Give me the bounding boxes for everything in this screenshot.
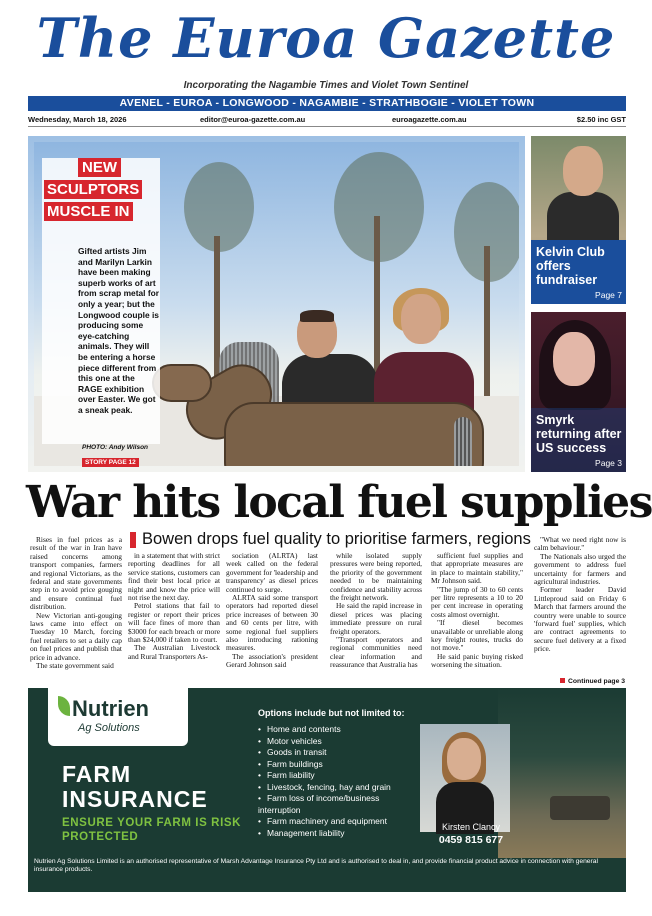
- subhead-marker: [130, 532, 136, 548]
- story-paragraph: The association's president Gerard Johnson said: [226, 651, 318, 670]
- horse-head: [152, 364, 212, 402]
- story-paragraph: in a statement that with strict reporting deadlines for all service stations, customers can find their best local price at night and know the price will not rise the next day.: [128, 551, 220, 603]
- hero-caption-panel: [42, 158, 160, 466]
- story-paragraph: The state government said: [36, 661, 114, 671]
- lead-subhead: Bowen drops fuel quality to prioritise farmers, regions: [142, 530, 531, 548]
- agent-phone[interactable]: 0459 815 677: [438, 834, 504, 846]
- story-page-link[interactable]: STORY PAGE 12: [82, 458, 139, 467]
- option-item: • Goods in transit: [258, 747, 408, 759]
- hero-caption: Gifted artists Jim and Marilyn Larkin have been making superb works of art from scrap metal for only a year; but the Longwood couple is producing some eye-catching animals. They will be entering a horse piece different from this one at the RAGE exhibition over Easter. We got a sneak peak.: [78, 246, 159, 415]
- horse-sculpture: [224, 402, 484, 466]
- ad-tagline-line2: PROTECTED: [62, 831, 139, 843]
- story-column-1: [30, 536, 122, 671]
- issue-date: Wednesday, March 18, 2026: [28, 115, 127, 124]
- editor-email[interactable]: editor@euroa-gazette.com.au: [200, 115, 306, 124]
- story-column-3: [226, 552, 318, 670]
- story-paragraph: Petrol stations that fail to register or report their prices will face fines of more than $3000 for each breach or more than $24,000 if taken to court.: [128, 601, 220, 645]
- masthead-title: The Euroa Gazette: [36, 6, 616, 70]
- story-paragraph: New Victorian anti-gouging laws came into effect on Tuesday 10 March, forcing fuel retailers to set a daily cap on fuel prices and publish that price in advance.: [30, 610, 122, 662]
- leaf-icon: [58, 696, 70, 716]
- towns-bar: AVENEL - EUROA - LONGWOOD - NAGAMBIE - STRATHBOGIE - VIOLET TOWN: [28, 96, 626, 111]
- teaser-person-face: [553, 332, 595, 386]
- horse-tail: [454, 417, 472, 466]
- agent-name: Kirsten Clancy: [441, 822, 501, 832]
- ad-tagline: [62, 816, 241, 844]
- story-paragraph: He said the rapid increase in diesel prices was placing immediate pressure on rural freight operators.: [330, 601, 422, 636]
- teaser-box: [531, 408, 626, 472]
- kicker-muscle-in: MUSCLE IN: [44, 202, 133, 221]
- story-paragraph: "What we need right now is calm behaviour.": [534, 535, 626, 553]
- farm-field-image: [498, 688, 626, 858]
- woman-head: [401, 294, 441, 344]
- story-paragraph: sufficient fuel supplies and that appropriate measures are in place to maintain stability," Mr Johnson said.: [431, 551, 523, 586]
- story-column-2: [128, 552, 220, 661]
- story-paragraph: The Australian Livestock and Rural Transporters As-: [128, 643, 220, 661]
- issue-info-bar: [28, 113, 626, 127]
- harvester-image: [550, 796, 610, 820]
- story-column-4: [330, 552, 422, 670]
- masthead-tagline: Incorporating the Nagambie Times and Violet Town Sentinel: [183, 80, 469, 91]
- story-paragraph: "Transport operators and regional communities need clear information and reassurance that Australia has: [330, 635, 422, 670]
- story-paragraph: while isolated supply pressures were being reported, the priority of the government needed to be maintaining confidence and stability across the freight network.: [330, 551, 422, 603]
- brand-sub: Ag Solutions: [78, 722, 140, 734]
- option-item: • Farm liability: [258, 770, 408, 782]
- option-item: • Livestock, fencing, hay and grain: [258, 782, 408, 794]
- teaser-page: Page 7: [595, 290, 622, 300]
- option-item: • Farm loss of income/business interruption: [258, 793, 408, 816]
- ad-title-line2: INSURANCE: [62, 786, 208, 812]
- option-item: • Home and contents: [258, 724, 408, 736]
- story-paragraph: He said panic buying risked worsening the situation.: [431, 651, 523, 670]
- teaser-kelvin-club[interactable]: [531, 136, 626, 304]
- story-paragraph: Rises in fuel prices as a result of the war in Iran have raised concerns among transport companies, farmers and regional Victorians, as the federal and state governments step in to avoid price gouging and ensure continual fuel distribution.: [30, 535, 122, 612]
- story-column-6: [534, 536, 626, 654]
- photo-credit: PHOTO: Andy Wilson: [82, 444, 149, 451]
- teaser-person-face: [563, 146, 603, 196]
- price: $2.50 inc GST: [576, 115, 626, 124]
- agent-photo: [420, 724, 510, 832]
- website-link[interactable]: euroagazette.com.au: [392, 115, 467, 124]
- story-paragraph: The Nationals also urged the government to address fuel uncertainty for farmers and agricultural industries.: [534, 551, 626, 587]
- story-column-5: [431, 552, 523, 670]
- tree-trunk: [484, 246, 490, 406]
- kicker-sculptors: SCULPTORS: [44, 180, 142, 199]
- man-hair: [300, 310, 334, 322]
- nutrien-logo: [48, 688, 188, 746]
- option-item: • Management liability: [258, 828, 408, 840]
- teaser-box: [531, 240, 626, 304]
- hero-photo: [28, 136, 525, 472]
- teaser-person-shirt: [547, 192, 619, 242]
- option-item: • Farm buildings: [258, 759, 408, 771]
- story-paragraph: sociation (ALRTA) last week called on the federal government for 'leadership and transparency' as diesel prices continued to surge.: [226, 551, 318, 594]
- teaser-headline: Smyrk returning after US success: [536, 413, 622, 455]
- agent-face: [447, 738, 481, 780]
- kicker-new: NEW: [78, 158, 121, 177]
- options-heading: Options include but not limited to:: [258, 708, 405, 718]
- option-item: • Motor vehicles: [258, 736, 408, 748]
- ad-tagline-line1: ENSURE YOUR FARM IS RISK: [62, 817, 242, 829]
- ad-title: [62, 762, 208, 812]
- continued-link[interactable]: Continued page 3: [560, 678, 625, 685]
- brand-name: Nutrien: [72, 696, 149, 721]
- story-paragraph: "The jump of 30 to 60 cents per litre represents a 10 to 20 per cent increase in operating costs almost overnight.: [431, 584, 523, 619]
- nutrien-advertisement[interactable]: [28, 688, 626, 892]
- options-list: [258, 724, 408, 839]
- story-paragraph: "If diesel becomes unavailable or unreliable along key freight routes, trucks do not move.": [431, 618, 523, 653]
- teaser-page: Page 3: [595, 458, 622, 468]
- option-item: • Farm machinery and equipment: [258, 816, 408, 828]
- teaser-smyrk[interactable]: [531, 312, 626, 472]
- lead-headline: War hits local fuel supplies: [26, 477, 652, 528]
- story-paragraph: Former leader David Littleproud said on Friday 6 March that farmers around the country were unable to source 'forward fuel' supplies, which are contract agreements to secure fuel delivery at a fixed price.: [534, 585, 626, 654]
- ad-title-line1: FARM: [62, 761, 132, 787]
- ad-disclaimer: Nutrien Ag Solutions Limited is an authorised representative of Marsh Advantage Insurance Pty Ltd and is authorised to deal in, and provide financial product advice in connection with general insurance products.: [34, 858, 598, 874]
- teaser-headline: Kelvin Club offers fundraiser: [536, 245, 605, 287]
- story-paragraph: ALRTA said some transport operators had reported diesel price increases of between 30 and 60 cents per litre, with some regional fuel suppliers also introducing rationing measures.: [226, 593, 318, 653]
